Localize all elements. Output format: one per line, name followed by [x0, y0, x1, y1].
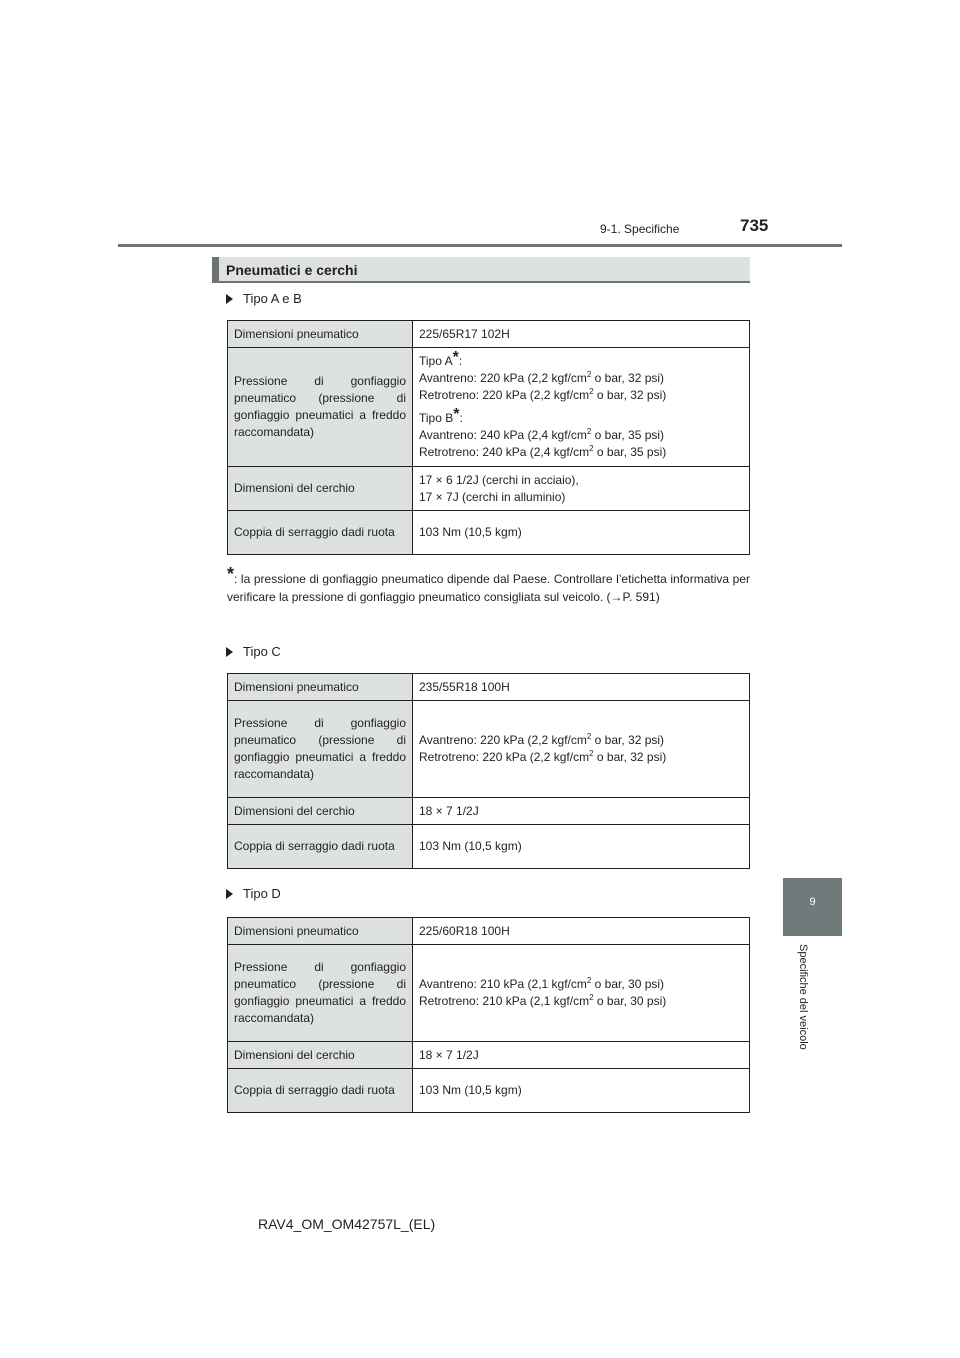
spec-table-tipo-a-b: [227, 320, 750, 555]
rear-pressure-tail: o bar, 35 psi): [593, 445, 667, 459]
footnote: [227, 564, 750, 606]
table-row: [228, 945, 750, 1042]
triangle-bullet-icon: [226, 294, 233, 304]
rim-steel: 17 × 6 1/2J (cerchi in acciaio),: [419, 472, 579, 487]
row-value: 235/55R18 100H: [413, 674, 750, 701]
table-row: [228, 348, 750, 467]
table-row: [228, 701, 750, 798]
spec-table-tipo-d: [227, 917, 750, 1113]
rear-pressure: Retrotreno: 210 kPa (2,1 kgf/cm: [419, 994, 590, 1008]
table-row: [228, 918, 750, 945]
rear-pressure-tail: o bar, 30 psi): [593, 994, 667, 1008]
row-label: Coppia di serraggio dadi ruota: [228, 511, 413, 555]
subhead-tipo-a-b: [226, 291, 302, 306]
row-value: [413, 467, 750, 511]
row-label: Coppia di serraggio dadi ruota: [228, 825, 413, 869]
superscript: 2: [589, 387, 594, 396]
chapter-tab-rail: [783, 938, 842, 1071]
front-pressure-tail: o bar, 35 psi): [591, 428, 665, 442]
footnote-star: *: [452, 349, 459, 366]
table-row: [228, 798, 750, 825]
table-row: [228, 674, 750, 701]
row-value: 18 × 7 1/2J: [413, 1042, 750, 1069]
front-pressure: Avantreno: 210 kPa (2,1 kgf/cm: [419, 977, 587, 991]
row-label: Dimensioni del cerchio: [228, 1042, 413, 1069]
row-label: Dimensioni del cerchio: [228, 467, 413, 511]
subhead-label: Tipo C: [243, 644, 281, 659]
subhead-label: Tipo D: [243, 886, 281, 901]
table-row: [228, 467, 750, 511]
superscript: 2: [586, 732, 592, 741]
row-value: 103 Nm (10,5 kgm): [413, 825, 750, 869]
row-value: [413, 945, 750, 1042]
row-value: 103 Nm (10,5 kgm): [413, 1069, 750, 1113]
section-title-marker: [212, 257, 219, 281]
row-label: Dimensioni pneumatico: [228, 321, 413, 348]
row-value: 18 × 7 1/2J: [413, 798, 750, 825]
rear-pressure: Retrotreno: 240 kPa (2,4 kgf/cm: [419, 445, 590, 459]
row-label: Dimensioni del cerchio: [228, 798, 413, 825]
rear-pressure-tail: o bar, 32 psi): [593, 388, 667, 402]
table-row: [228, 1069, 750, 1113]
front-pressure: Avantreno: 220 kPa (2,2 kgf/cm: [419, 371, 587, 385]
table-row: [228, 321, 750, 348]
rear-pressure: Retrotreno: 220 kPa (2,2 kgf/cm: [419, 750, 590, 764]
table-row: [228, 511, 750, 555]
header-section-title: 9-1. Specifiche: [600, 222, 680, 236]
row-value: [413, 701, 750, 798]
document-code: RAV4_OM_OM42757L_(EL): [258, 1216, 436, 1232]
row-label: Pressione di gonfiaggio pneumatico (pressione di gonfiaggio pneumatici a freddo raccomandata): [228, 945, 413, 1042]
row-value: 225/65R17 102H: [413, 321, 750, 348]
triangle-bullet-icon: [226, 889, 233, 899]
footnote-star: *: [227, 564, 235, 584]
row-value: 103 Nm (10,5 kgm): [413, 511, 750, 555]
footnote-star: *: [453, 406, 460, 423]
header-divider: [118, 244, 842, 247]
chapter-tab-number[interactable]: 9: [783, 878, 842, 936]
rim-alloy: 17 × 7J (cerchi in alluminio): [419, 489, 566, 504]
triangle-bullet-icon: [226, 647, 233, 657]
front-pressure-tail: o bar, 32 psi): [591, 733, 665, 747]
footnote-text: : la pressione di gonfiaggio pneumatico dipende dal Paese. Controllare l’etichetta informativa per verificare la pressione di gonfiaggio pneumatico consigliata sul veicolo. (→P. 591): [227, 572, 750, 604]
row-value: Tipo A*: Avantreno: 220 kPa (2,2 kgf/$cm^2$ o bar, 32 psi) Retrotreno: 220 kPa (2,2 kgf/$cm^2$ o bar, 32 psi) Tipo B*: Avantreno: 240 kPa (2,4 kgf/$cm^2$ o bar, 35 psi) Retrotreno: 240 kPa (2,4 kgf/$cm^2$ o bar, 35 psi): [413, 348, 750, 467]
row-label: Coppia di serraggio dadi ruota: [228, 1069, 413, 1113]
superscript: 2: [589, 444, 594, 453]
row-label: Pressione di gonfiaggio pneumatico (pressione di gonfiaggio pneumatici a freddo raccomandata): [228, 701, 413, 798]
row-label: Pressione di gonfiaggio pneumatico (pressione di gonfiaggio pneumatici a freddo raccomandata): [228, 348, 413, 467]
front-pressure-tail: o bar, 30 psi): [591, 977, 665, 991]
superscript: 2: [586, 976, 592, 985]
front-pressure-tail: o bar, 32 psi): [591, 371, 665, 385]
superscript: 2: [589, 749, 594, 758]
row-label: Dimensioni pneumatico: [228, 918, 413, 945]
row-value: 225/60R18 100H: [413, 918, 750, 945]
chapter-tab-label: Specifiche del veicolo: [797, 944, 809, 1050]
row-label: Dimensioni pneumatico: [228, 674, 413, 701]
type-a-label: Tipo A: [419, 354, 453, 368]
superscript: 2: [589, 993, 594, 1002]
section-title-bar: [212, 257, 750, 283]
front-pressure: Avantreno: 240 kPa (2,4 kgf/cm: [419, 428, 587, 442]
spec-table-tipo-c: [227, 673, 750, 869]
subhead-tipo-c: [226, 644, 281, 659]
table-row: [228, 825, 750, 869]
section-title: Pneumatici e cerchi: [226, 262, 358, 278]
rear-pressure-tail: o bar, 32 psi): [593, 750, 667, 764]
page-number: 735: [740, 216, 769, 235]
subhead-label: Tipo A e B: [243, 291, 302, 306]
table-row: [228, 1042, 750, 1069]
superscript: 2: [586, 370, 592, 379]
type-b-label: Tipo B: [419, 411, 454, 425]
rear-pressure: Retrotreno: 220 kPa (2,2 kgf/cm: [419, 388, 590, 402]
subhead-tipo-d: [226, 886, 281, 901]
front-pressure: Avantreno: 220 kPa (2,2 kgf/cm: [419, 733, 587, 747]
superscript: 2: [586, 427, 592, 436]
